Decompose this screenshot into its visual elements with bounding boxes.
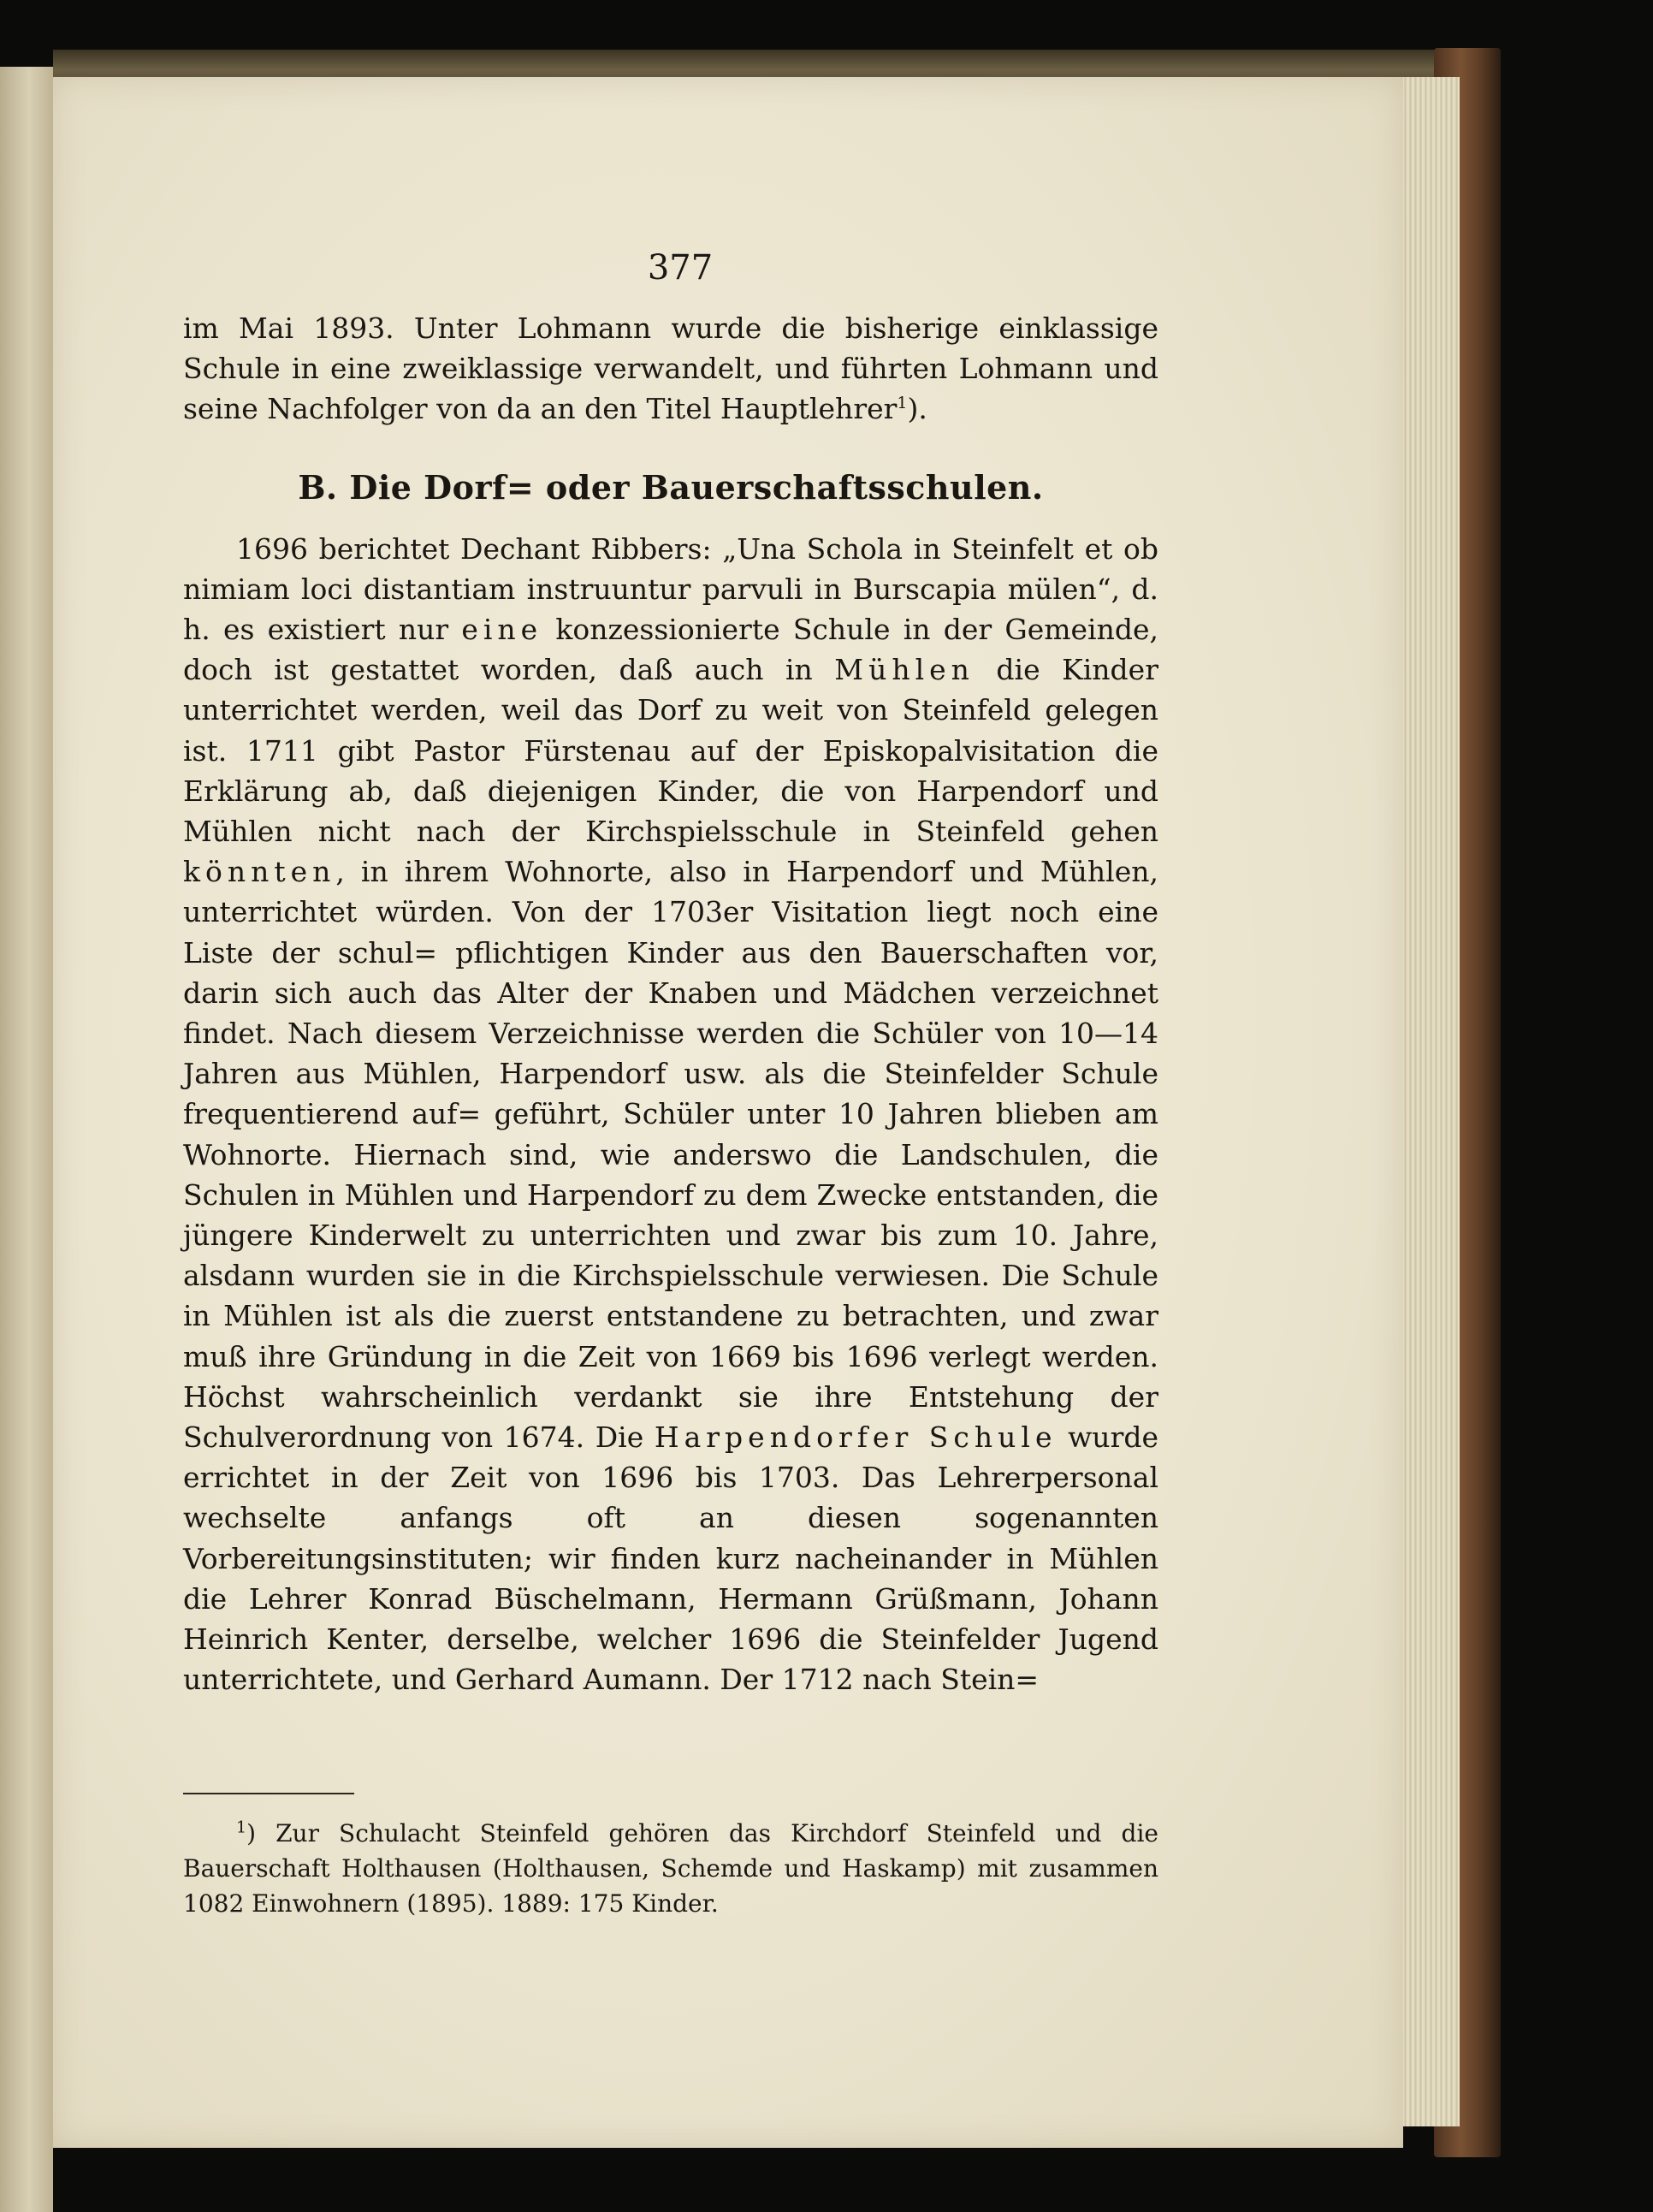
emphasis-text: eine bbox=[461, 613, 543, 647]
footnote-reference: 1 bbox=[897, 394, 908, 413]
footnote-marker: 1 bbox=[236, 1818, 247, 1837]
emphasis-text: Harpendorfer Schule bbox=[654, 1420, 1058, 1455]
footnote bbox=[183, 1816, 1158, 1921]
book-page bbox=[53, 77, 1403, 2148]
emphasis-text: Mühlen bbox=[834, 653, 975, 687]
footnote-text bbox=[183, 1816, 1158, 1921]
section-heading: B. Die Dorf= oder Bauerschaftsschulen. bbox=[298, 467, 1044, 507]
paragraph-segment: , in ihrem Wohnorte, also in Harpendorf und Mühlen, unterrichtet würden. Von der 1703er Visitation liegt noch eine Liste der schul= pflichtigen Kinder aus den Bauerschaften vor, darin sich auch das Alter der Knaben und Mädchen verzeichnet findet. Nach diesem Verzeichnisse werden die Schüler von 10—14 Jahren aus Mühlen, Harpendorf usw. als die Steinfelder Schule frequentierend auf= geführt, Schüler unter 10 Jahren blieben am Wohnorte. Hiernach sind, wie anderswo die Landschulen, die Schulen in Mühlen und Harpendorf zu dem Zwecke entstanden, die jüngere Kinderwelt zu unterrichten und zwar bis zum 10. Jahre, alsdann wurden sie in die Kirchspielsschule verwiesen. Die Schule in Mühlen ist als die zuerst entstandene zu betrachten, und zwar muß ihre Gründung in die Zeit von 1669 bis 1696 verlegt werden. Höchst wahrscheinlich verdankt sie ihre Entstehung der Schulverordnung von 1674. Die bbox=[183, 855, 1158, 1455]
paragraph-segment: die Kinder unterrichtet werden, weil das Dorf zu weit von Steinfeld gelegen ist. 1711 gibt Pastor Fürstenau auf der Episkopalvisitation die Erklärung ab, daß diejenigen Kinder, die von Harpendorf und Mühlen nicht nach der Kirchspielsschule in Steinfeld gehen bbox=[183, 653, 1158, 849]
body-text bbox=[183, 308, 1158, 1700]
emphasis-text: könnten bbox=[183, 855, 336, 889]
footnote-divider bbox=[183, 1793, 354, 1794]
paragraph-segment: konzessionierte Schule in der Gemeinde, doch ist gestattet worden, daß auch in bbox=[183, 613, 1158, 687]
left-page-edge bbox=[0, 67, 53, 2212]
paragraph-segment: 1696 berichtet Dechant Ribbers: „Una Schola in Steinfelt et ob nimiam loci distantiam instruuntur parvuli in Burscapia mülen“, d. h. es existiert nur bbox=[183, 531, 1158, 647]
paragraph-continuation bbox=[183, 308, 1158, 430]
paragraph-segment: wurde errichtet in der Zeit von 1696 bis 1703. Das Lehrerpersonal wechselte anfangs oft an diesen sogenannten Vorbereitungsinstituten; wir finden kurz nacheinander in Mühlen die Lehrer Konrad Büschelmann, Hermann Grüßmann, Johann Heinrich Kenter, derselbe, welcher 1696 die Steinfelder Jugend unterrichtete, und Gerhard Aumann. Der 1712 nach Stein= bbox=[183, 1420, 1158, 1697]
page-number: 377 bbox=[647, 248, 714, 288]
paragraph-text-end: ). bbox=[907, 392, 927, 426]
footnote-body: ) Zur Schulacht Steinfeld gehören das Kirchdorf Steinfeld und die Bauerschaft Holthausen (Holthausen, Schemde und Haskamp) mit zusammen 1082 Einwohnern (1895). 1889: 175 Kinder. bbox=[183, 1819, 1158, 1918]
paragraph-text: im Mai 1893. Unter Lohmann wurde die bisherige einklassige Schule in eine zweiklassige verwandelt, und führten Lohmann und seine Nachfolger von da an den Titel Hauptlehrer bbox=[183, 311, 1158, 426]
paragraph-main bbox=[183, 529, 1158, 1700]
